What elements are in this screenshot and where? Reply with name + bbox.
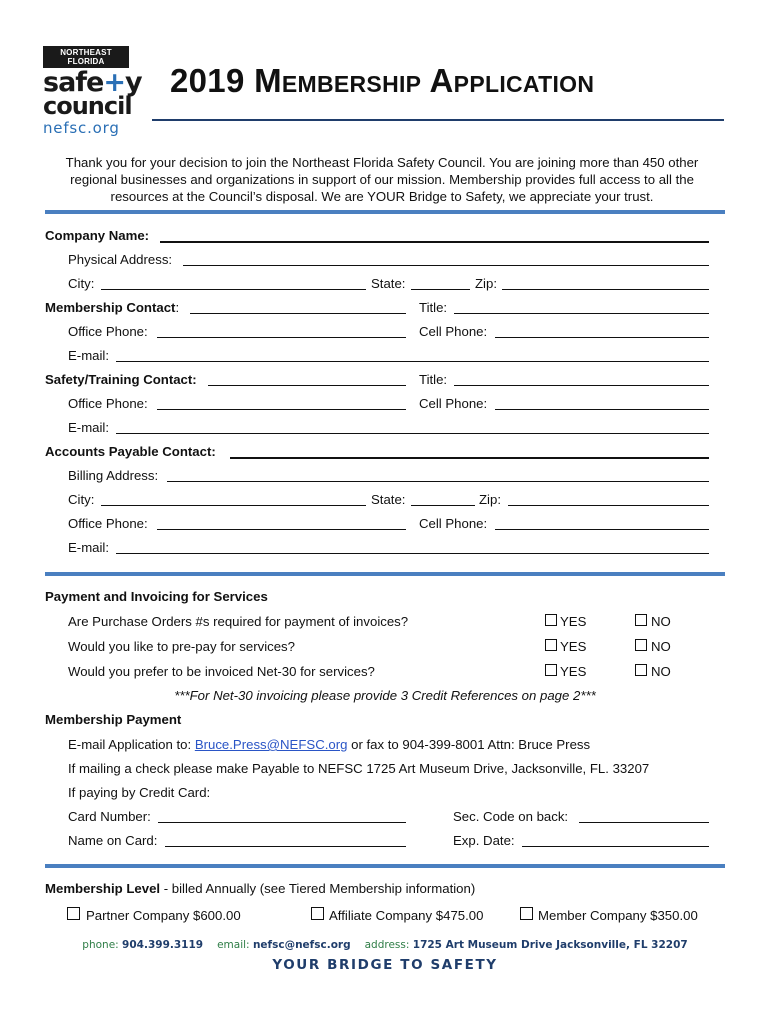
city-field[interactable] [101,289,366,290]
prepay-no-label: NO [651,639,671,654]
membership-title-field[interactable] [454,313,709,314]
section-divider [45,864,725,868]
membership-title-label: Title: [419,300,448,315]
billing-address-field[interactable] [167,481,709,482]
membership-contact-label: Membership Contact: [45,300,180,315]
title-rule [152,119,724,121]
billing-state-field[interactable] [411,505,475,506]
prepay-yes-label: YES [560,639,587,654]
membership-email-field[interactable] [116,361,709,362]
affiliate-checkbox[interactable] [311,907,324,920]
section-divider [45,210,725,214]
po-no-label: NO [651,614,671,629]
membership-payment-heading: Membership Payment [45,712,182,727]
name-on-card-label: Name on Card: [68,833,158,848]
logo-safety-word: safe+y [43,67,142,98]
membership-level-heading: Membership Level - billed Annually (see Tiered Membership information) [45,881,476,896]
member-checkbox[interactable] [520,907,533,920]
exp-date-field[interactable] [522,846,709,847]
membership-cell-phone-field[interactable] [495,337,709,338]
safety-office-phone-field[interactable] [157,409,406,410]
billing-state-label: State: [371,492,406,507]
member-label: Member Company $350.00 [538,908,698,923]
intro-paragraph: Thank you for your decision to join the Northeast Florida Safety Council. You are joining more than 450 other regional businesses and organizations in support of our mission. Membership provides full access to all the resources at the Council’s disposal. We are YOUR Bridge to Safety, we appreciate your trust. [65,155,699,204]
po-yes-label: YES [560,614,587,629]
safety-contact-field[interactable] [208,385,406,386]
sec-code-label: Sec. Code on back: [453,809,569,824]
partner-label: Partner Company $600.00 [86,908,241,923]
ap-email-field[interactable] [116,553,709,554]
net30-yes-label: YES [560,664,587,679]
footer-email[interactable]: nefsc@nefsc.org [252,939,351,951]
billing-zip-field[interactable] [508,505,709,506]
email-application-line: E-mail Application to: Bruce.Press@NEFSC.org or fax to 904-399-8001 Attn: Bruce Press [68,737,591,752]
logo-region-band: NORTHEAST FLORIDA [43,46,129,68]
billing-zip-label: Zip: [479,492,501,507]
physical-address-label: Physical Address: [68,252,173,267]
net30-note: ***For Net-30 invoicing please provide 3 Credit References on page 2*** [174,688,596,703]
net30-question: Would you prefer to be invoiced Net-30 for services? [68,664,375,679]
card-number-field[interactable] [158,822,406,823]
prepay-question: Would you like to pre-pay for services? [68,639,295,654]
zip-field[interactable] [502,289,709,290]
net30-no-label: NO [651,664,671,679]
safety-office-phone-label: Office Phone: [68,396,148,411]
prepay-no-checkbox[interactable] [635,639,647,651]
prepay-yes-checkbox[interactable] [545,639,557,651]
safety-title-label: Title: [419,372,448,387]
physical-address-field[interactable] [183,265,709,266]
membership-office-phone-label: Office Phone: [68,324,148,339]
section-divider [45,572,725,576]
state-field[interactable] [411,289,470,290]
membership-cell-phone-label: Cell Phone: [419,324,488,339]
billing-city-label: City: [68,492,95,507]
safety-email-label: E-mail: [68,420,110,435]
po-yes-checkbox[interactable] [545,614,557,626]
net30-no-checkbox[interactable] [635,664,647,676]
ap-cell-phone-field[interactable] [495,529,709,530]
ap-contact-field[interactable] [230,457,709,459]
mailing-instructions: If mailing a check please make Payable to NEFSC 1725 Art Museum Drive, Jacksonville, FL. 33207 [68,761,650,776]
logo-plus-icon: + [103,67,125,98]
state-label: State: [371,276,406,291]
net30-yes-checkbox[interactable] [545,664,557,676]
po-question: Are Purchase Orders #s required for payment of invoices? [68,614,409,629]
logo-site: nefsc.org [43,119,120,137]
footer-contact: phone: 904.399.3119 email: nefsc@nefsc.org address: 1725 Art Museum Drive Jacksonville, FL 32207 [82,939,688,951]
billing-address-label: Billing Address: [68,468,159,483]
partner-checkbox[interactable] [67,907,80,920]
ap-cell-phone-label: Cell Phone: [419,516,488,531]
safety-cell-phone-label: Cell Phone: [419,396,488,411]
logo-council-word: council [43,92,132,120]
sec-code-field[interactable] [579,822,709,823]
company-name-field[interactable] [160,241,709,243]
safety-cell-phone-field[interactable] [495,409,709,410]
po-no-checkbox[interactable] [635,614,647,626]
billing-city-field[interactable] [101,505,366,506]
exp-date-label: Exp. Date: [453,833,515,848]
ap-email-label: E-mail: [68,540,110,555]
card-number-label: Card Number: [68,809,151,824]
company-name-label: Company Name: [45,228,150,243]
zip-label: Zip: [475,276,497,291]
footer-address: 1725 Art Museum Drive Jacksonville, FL 32207 [412,939,688,951]
safety-email-field[interactable] [116,433,709,434]
name-on-card-field[interactable] [165,846,406,847]
nefsc-logo [43,46,142,137]
membership-office-phone-field[interactable] [157,337,406,338]
payment-heading: Payment and Invoicing for Services [45,589,268,604]
bruce-email-link[interactable]: Bruce.Press@NEFSC.org [194,737,348,752]
page-title: 2019 Membership Application [170,62,595,99]
credit-card-intro: If paying by Credit Card: [68,785,211,800]
safety-title-field[interactable] [454,385,709,386]
affiliate-label: Affiliate Company $475.00 [329,908,484,923]
footer-phone: 904.399.3119 [122,939,204,951]
footer-tagline: YOUR BRIDGE TO SAFETY [272,957,498,973]
ap-contact-label: Accounts Payable Contact: [45,444,216,459]
ap-office-phone-label: Office Phone: [68,516,148,531]
city-label: City: [68,276,95,291]
safety-contact-label: Safety/Training Contact: [45,372,197,387]
membership-email-label: E-mail: [68,348,110,363]
ap-office-phone-field[interactable] [157,529,406,530]
membership-contact-field[interactable] [190,313,406,314]
